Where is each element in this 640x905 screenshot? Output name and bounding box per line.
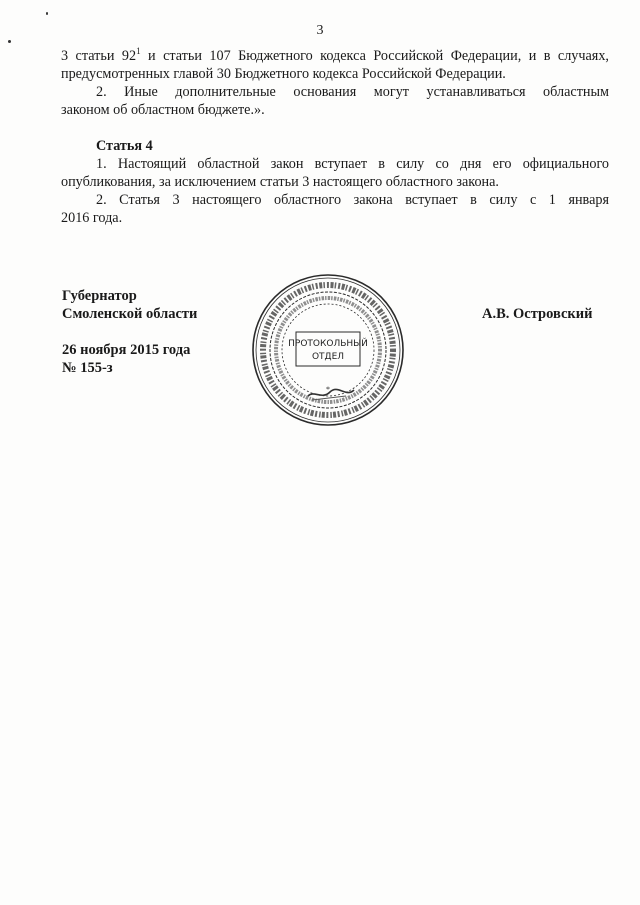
- signer-name: А.В. Островский: [482, 306, 593, 322]
- para1-text-b: и статьи 107 Бюджетного кодекса Российской Федерации, и в случаях,: [140, 48, 609, 64]
- stamp-center-line2: ОТДЕЛ: [311, 352, 345, 362]
- para2-line1: 2. Иные дополнительные основания могут устанавливаться областным: [96, 84, 609, 100]
- speck-mark: [46, 12, 48, 15]
- para1-text-a: 3 статьи 92: [61, 48, 137, 64]
- article4-p1-line1: 1. Настоящий областной закон вступает в силу со дня его официального: [96, 156, 609, 172]
- official-stamp: [250, 272, 406, 428]
- signer-position-line1: Губернатор: [62, 288, 137, 304]
- article4-p1-line2: опубликования, за исключением статьи 3 настоящего областного закона.: [61, 174, 499, 190]
- stamp-star-icon: *: [326, 385, 330, 394]
- law-number: № 155-з: [62, 360, 113, 376]
- page-number: 3: [316, 23, 324, 38]
- stamp-center-line1: ПРОТОКОЛЬНЫЙ: [288, 339, 368, 349]
- article4-p2-line2: 2016 года.: [61, 210, 123, 226]
- signature-scribble: [308, 389, 354, 396]
- speck-mark: [8, 40, 11, 43]
- signing-date: 26 ноября 2015 года: [62, 342, 191, 358]
- superscript: 1: [136, 46, 141, 56]
- para2-line2: законом об областном бюджете.».: [61, 102, 265, 118]
- signer-position-line2: Смоленской области: [62, 306, 198, 322]
- para1-line2: предусмотренных главой 30 Бюджетного кодекса Российской Федерации.: [61, 66, 506, 82]
- article-heading: Статья 4: [96, 138, 153, 154]
- para1-line1: [61, 47, 609, 65]
- article4-p2-line1: 2. Статья 3 настоящего областного закона вступает в силу с 1 января: [96, 192, 609, 208]
